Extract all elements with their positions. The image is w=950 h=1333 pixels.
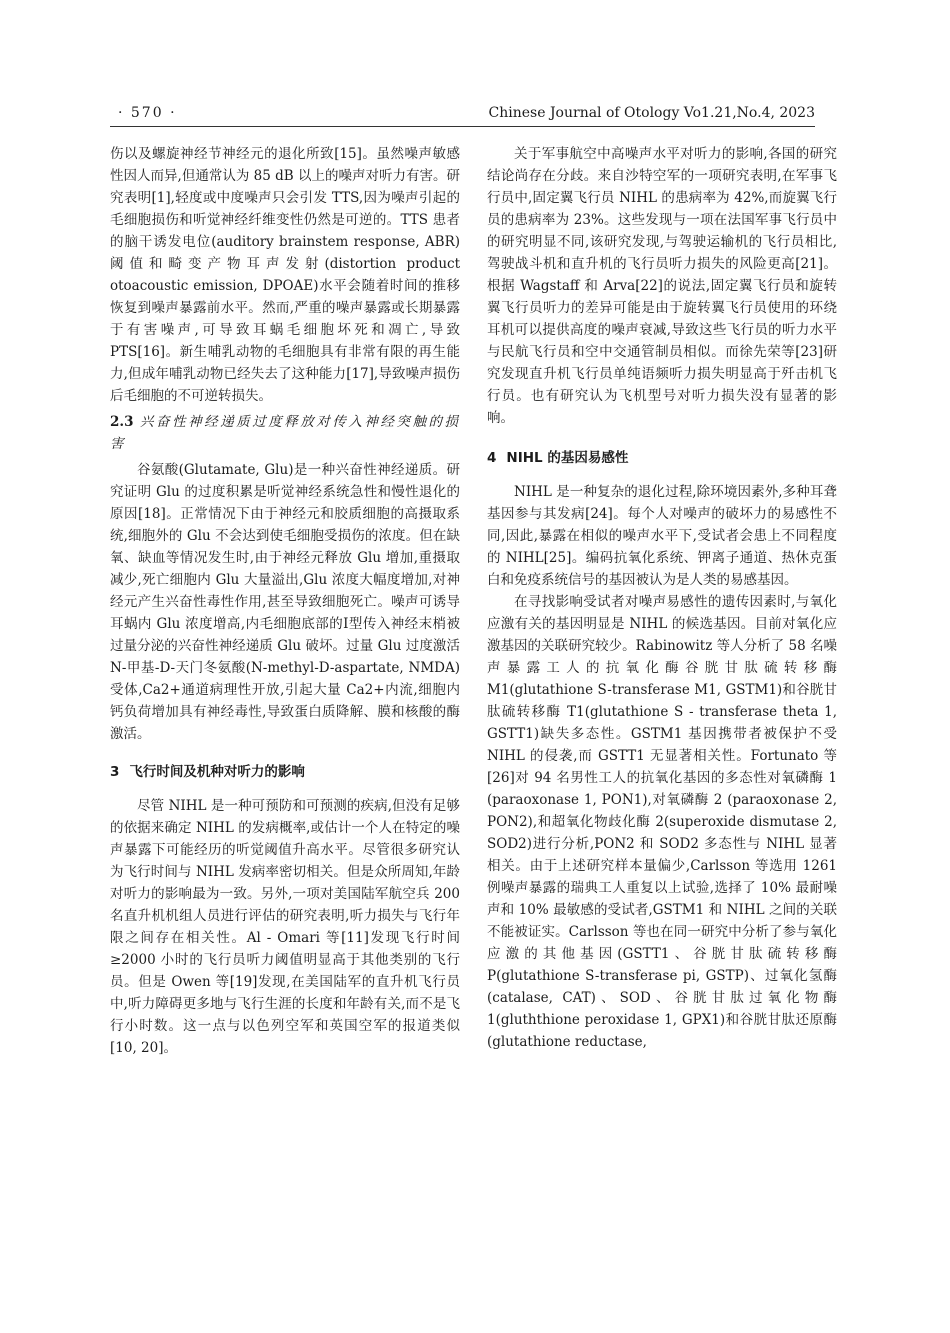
subsection-number: 2.3 [110,414,134,430]
paragraph-glutamate: 谷氨酸(Glutamate, Glu)是一种兴奋性神经递质。研究证明 Glu 的过度积累是听觉神经系统急性和慢性退化的原因[18]。正常情况下由于神经元和胶质细胞的高摄取系统,细胞外的 Glu 不会达到使毛细胞受损伤的浓度。但在缺氧、缺血等情况发生时,由于神经元释放 Glu 增加,重摄取减少,死亡细胞内 Glu 大量溢出,Glu 浓度大幅度增加,对神经元产生兴奋性毒性作用,甚至导致细胞死亡。噪声可诱导耳蜗内 Glu 浓度增高,内毛细胞底部的Ⅰ型传入神经末梢被过量分泌的兴奋性神经递质 Glu 破坏。过量 Glu 过度激活 N-甲基-D-天门冬氨酸(N-methyl-D-aspartate, NMDA)受体,Ca2+通道病理性开放,引起大量 Ca2+内流,细胞内钙负荷增加具有神经毒性,导致蛋白质降解、膜和核酸的酶激活。 [110,462,460,742]
section-title: NIHL 的基因易感性 [506,450,629,466]
page-number: · 570 · [118,105,177,121]
section-heading-3 [110,761,460,783]
subsection-heading-2-3 [110,411,460,455]
section-heading-4 [487,447,837,469]
paragraph-aircraft-type: 关于军事航空中高噪声水平对听力的影响,各国的研究结论尚存在分歧。来自沙特空军的一项研究表明,在军事飞行员中,固定翼飞行员 NIHL 的患病率为 42%,而旋翼飞行员的患病率为 23%。这些发现与一项在法国军事飞行员中的研究明显不同,该研究发现,与驾驶运输机的飞行员相比,驾驶战斗机和直升机的飞行员听力损失的风险更高[21]。根据 Wagstaff 和 Arva[22]的说法,固定翼飞行员和旋转翼飞行员听力的差异可能是由于旋转翼飞行员使用的环绕耳机可以提供高度的噪声衰减,导致这些飞行员的听力水平与民航飞行员和空中交通管制员相似。而徐先荣等[23]研究发现直升机飞行员单纯语频听力损失明显高于歼击机飞行员。也有研究认为飞机型号对听力损失没有显著的影响。 [487,146,837,426]
section-number: 3 [110,764,120,780]
paragraph-oxidative-stress: 在寻找影响受试者对噪声易感性的遗传因素时,与氧化应激有关的基因明显是 NIHL 的候选基因。目前对氧化应激基因的关联研究较少。Rabinowitz 等人分析了 58 名噪声暴露工人的抗氧化酶谷胱甘肽硫转移酶 M1(glutathione S-transferase M1, GSTM1)和谷胱甘肽硫转移酶 T1(glutathione S - transferase theta 1, GSTT1)缺失多态性。GSTM1 基因携带者被保护不受 NIHL 的侵袭,而 GSTT1 无显著相关性。Fortunato 等[26]对 94 名男性工人的抗氧化基因的多态性对氧磷酶 1 (paraoxonase 1, PON1),对氧磷酶 2 (paraoxonase 2, PON2),和超氧化物歧化酶 2(superoxide dismutase 2, SOD2)进行分析,PON2 和 SOD2 多态性与 NIHL 显著相关。由于上述研究样本量偏少,Carlsson 等选用 1261 例噪声暴露的瑞典工人重复以上试验,选择了 10% 最耐噪声和 10% 最敏感的受试者,GSTM1 和 NIHL 之间的关联不能被证实。Carlsson 等也在同一研究中分析了参与氧化应激的其他基因(GSTT1、谷胱甘肽硫转移酶 P(glutathione S-transferase pi, GSTP)、过氧化氢酶(catalase, CAT)、SOD、谷胱甘肽过氧化物酶 1(gluththione peroxidase 1, GPX1)和谷胱甘肽还原酶(glutathione reductase, [487,594,837,1050]
paragraph-genetic-susceptibility: NIHL 是一种复杂的退化过程,除环境因素外,多种耳聋基因参与其发病[24]。每个人对噪声的破坏力的易感性不同,因此,暴露在相似的噪声水平下,受试者会患上不同程度的 NIHL[25]。编码抗氧化系统、钾离子通道、热休克蛋白和免疫系统信号的基因被认为是人类的易感基因。 [487,484,837,588]
section-title: 飞行时间及机种对听力的影响 [129,764,305,780]
running-header [110,104,815,127]
right-column [487,143,837,1053]
paragraph-continued: 伤以及螺旋神经节神经元的退化所致[15]。虽然噪声敏感性因人而异,但通常认为 85 dB 以上的噪声对听力有害。研究表明[1],轻度或中度噪声只会引发 TTS,因为噪声引起的毛细胞损伤和听觉神经纤维变性仍然是可逆的。TTS 患者的脑干诱发电位(auditory brainstem response, ABR)阈值和畸变产物耳声发射(distortion product otoacoustic emission, DPOAE)水平会随着时间的推移恢复到噪声暴露前水平。然而,严重的噪声暴露或长期暴露于有害噪声,可导致耳蜗毛细胞坏死和凋亡,导致 PTS[16]。新生哺乳动物的毛细胞具有非常有限的再生能力,但成年哺乳动物已经失去了这种能力[17],导致噪声损伤后毛细胞的不可逆转损失。 [110,146,460,404]
journal-citation: Chinese Journal of Otology Vo1.21,No.4, 2023 [488,105,815,121]
paragraph-flight-time: 尽管 NIHL 是一种可预防和可预测的疾病,但没有足够的依据来确定 NIHL 的发病概率,或估计一个人在特定的噪声暴露下可能经历的听觉阈值升高水平。尽管很多研究认为飞行时间与 NIHL 发病率密切相关。但是众所周知,年龄对听力的影响最为一致。另外,一项对美国陆军航空兵 200 名直升机机组人员进行评估的研究表明,听力损失与飞行年限之间存在相关性。Al - Omari 等[11]发现飞行时间≥2000 小时的飞行员听力阈值明显高于其他类别的飞行员。但是 Owen 等[19]发现,在美国陆军的直升机飞行员中,听力障碍更多地与飞行生涯的长度和年龄有关,而不是飞行小时数。这一点与以色列空军和英国空军的报道类似[10, 20]。 [110,798,460,1056]
section-number: 4 [487,450,497,466]
left-column [110,143,460,1059]
subsection-title: 兴奋性神经递质过度释放对传入神经突触的损害 [110,414,460,452]
